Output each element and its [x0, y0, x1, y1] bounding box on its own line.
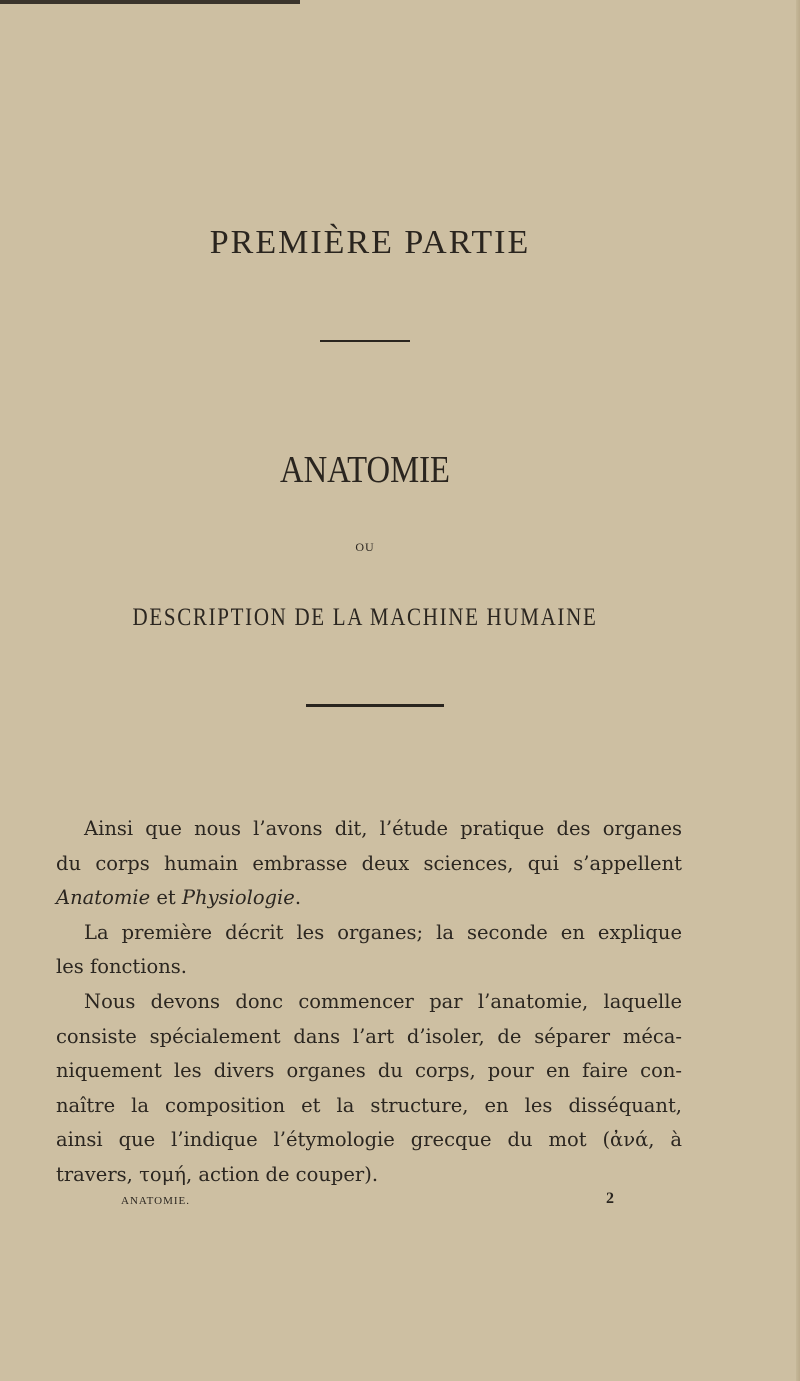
term-anatomie: Anatomie: [56, 886, 151, 910]
section-title: ANATOMIE: [279, 449, 451, 491]
text-line: naître la composition et la structure, en les disséquant,: [56, 1093, 682, 1117]
text-line: travers, τομή, action de couper).: [56, 1162, 379, 1186]
text-line: niquement les divers organes du corps, pour en faire con-: [56, 1059, 682, 1083]
signature-title: ANATOMIE.: [121, 1195, 190, 1207]
page-top-edge: [0, 0, 300, 4]
body-text: [56, 812, 682, 1193]
page-right-edge: [796, 0, 800, 1381]
term-physiologie: Physiologie: [181, 886, 295, 910]
text-line: ainsi que l’indique l’étymologie grecque du mot (ἀνά, à: [56, 1128, 682, 1152]
text-line: Nous devons donc commencer par l’anatomie, laquelle: [84, 989, 682, 1013]
conjunction: OU: [355, 540, 375, 554]
text-fragment: et: [150, 886, 182, 910]
text-line: La première décrit les organes; la seconde en explique: [84, 920, 682, 944]
section-subtitle: DESCRIPTION DE LA MACHINE HUMAINE: [132, 604, 598, 631]
text-line: Ainsi que nous l’avons dit, l’étude pratique des organes: [84, 817, 682, 840]
signature-mark: 2: [606, 1190, 614, 1207]
text-line: [56, 881, 682, 916]
title-divider: [320, 340, 410, 342]
subtitle-divider: [306, 704, 444, 707]
text-line: du corps humain embrasse deux sciences, qui s’appellent: [56, 851, 682, 875]
text-line: consiste spécialement dans l’art d’isoler, de séparer méca-: [56, 1024, 682, 1048]
text-fragment: .: [294, 886, 302, 910]
part-title: PREMIÈRE PARTIE: [209, 224, 531, 261]
text-line: les fonctions.: [56, 955, 187, 979]
